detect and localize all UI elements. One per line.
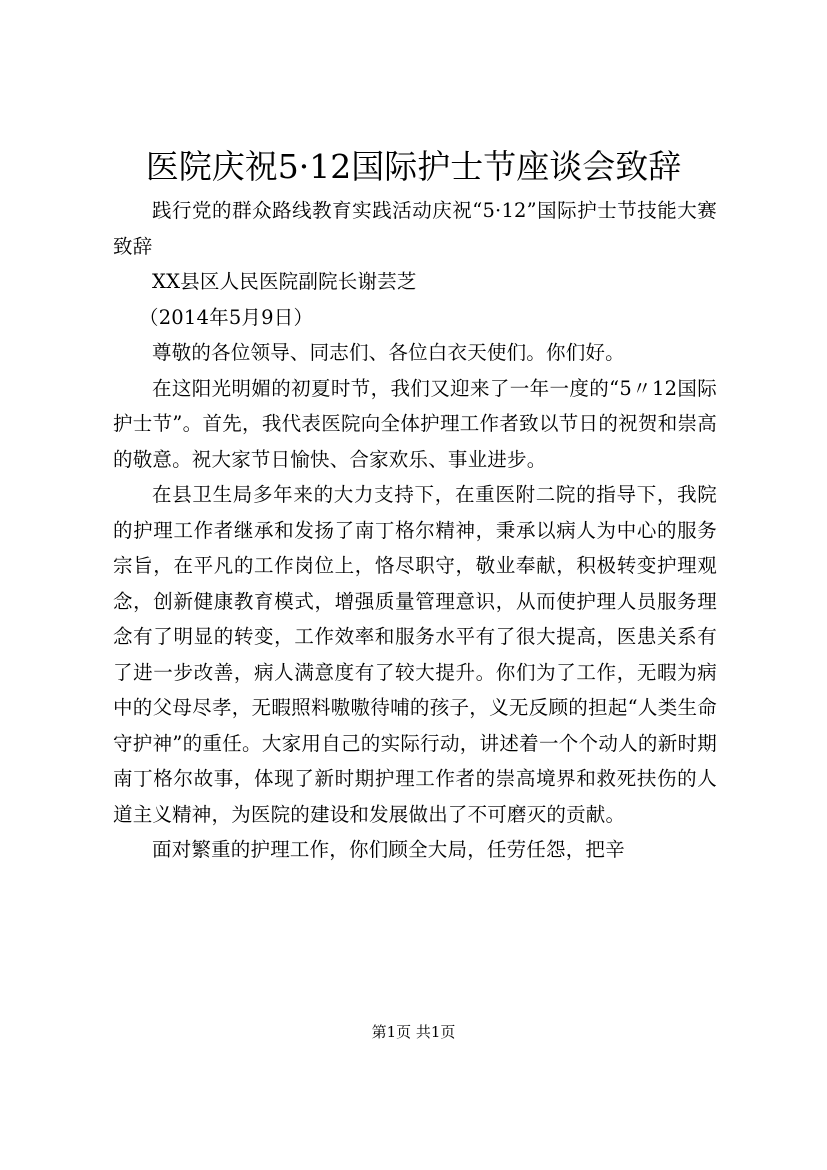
paragraph-greeting: 尊敬的各位领导、同志们、各位白衣天使们。你们好。 bbox=[152, 341, 625, 364]
page-footer: 第1页 共1页 bbox=[371, 1023, 456, 1041]
paragraph-date: （2014年5月9日） bbox=[139, 305, 314, 329]
paragraph-subtitle: 践行党的群众路线教育实践活动庆祝“5·12”国际护士节技能大赛致辞 bbox=[113, 199, 717, 258]
document-title: 医院庆祝5·12国际护士节座谈会致辞 bbox=[145, 147, 682, 186]
paragraph-speaker: XX县区人民医院副院长谢芸芝 bbox=[152, 270, 417, 293]
paragraph-body: 在县卫生局多年来的大力支持下，在重医附二院的指导下，我院的护理工作者继承和发扬了南丁格尔精神，秉承以病人为中心的服务宗旨，在平凡的工作岗位上，恪尽职守，敬业奉献，积极转变护理观念，创新健康教育模式，增强质量管理意识，从而使护理人员服务理念有了明显的转变，工作效率和服务水平有了很大提高，医患关系有了进一步改善，病人满意度有了较大提升。你们为了工作，无暇为病中的父母尽孝，无暇照料嗷嗷待哺的孩子，义无反顾的担起“人类生命守护神”的重任。大家用自己的实际行动，讲述着一个个动人的新时期南丁格尔故事，体现了新时期护理工作者的崇高境界和救死扶伤的人道主义精神，为医院的建设和发展做出了不可磨灭的贡献。 bbox=[113, 483, 717, 826]
paragraph-body: 在这阳光明媚的初夏时节，我们又迎来了一年一度的“5〃12国际护士节”。首先，我代表医院向全体护理工作者致以节日的祝贺和崇高的敬意。祝大家节日愉快、合家欢乐、事业进步。 bbox=[113, 376, 717, 471]
paragraph-body: 面对繁重的护理工作，你们顾全大局，任劳任怨，把辛 bbox=[152, 838, 625, 861]
document-body bbox=[113, 193, 717, 868]
